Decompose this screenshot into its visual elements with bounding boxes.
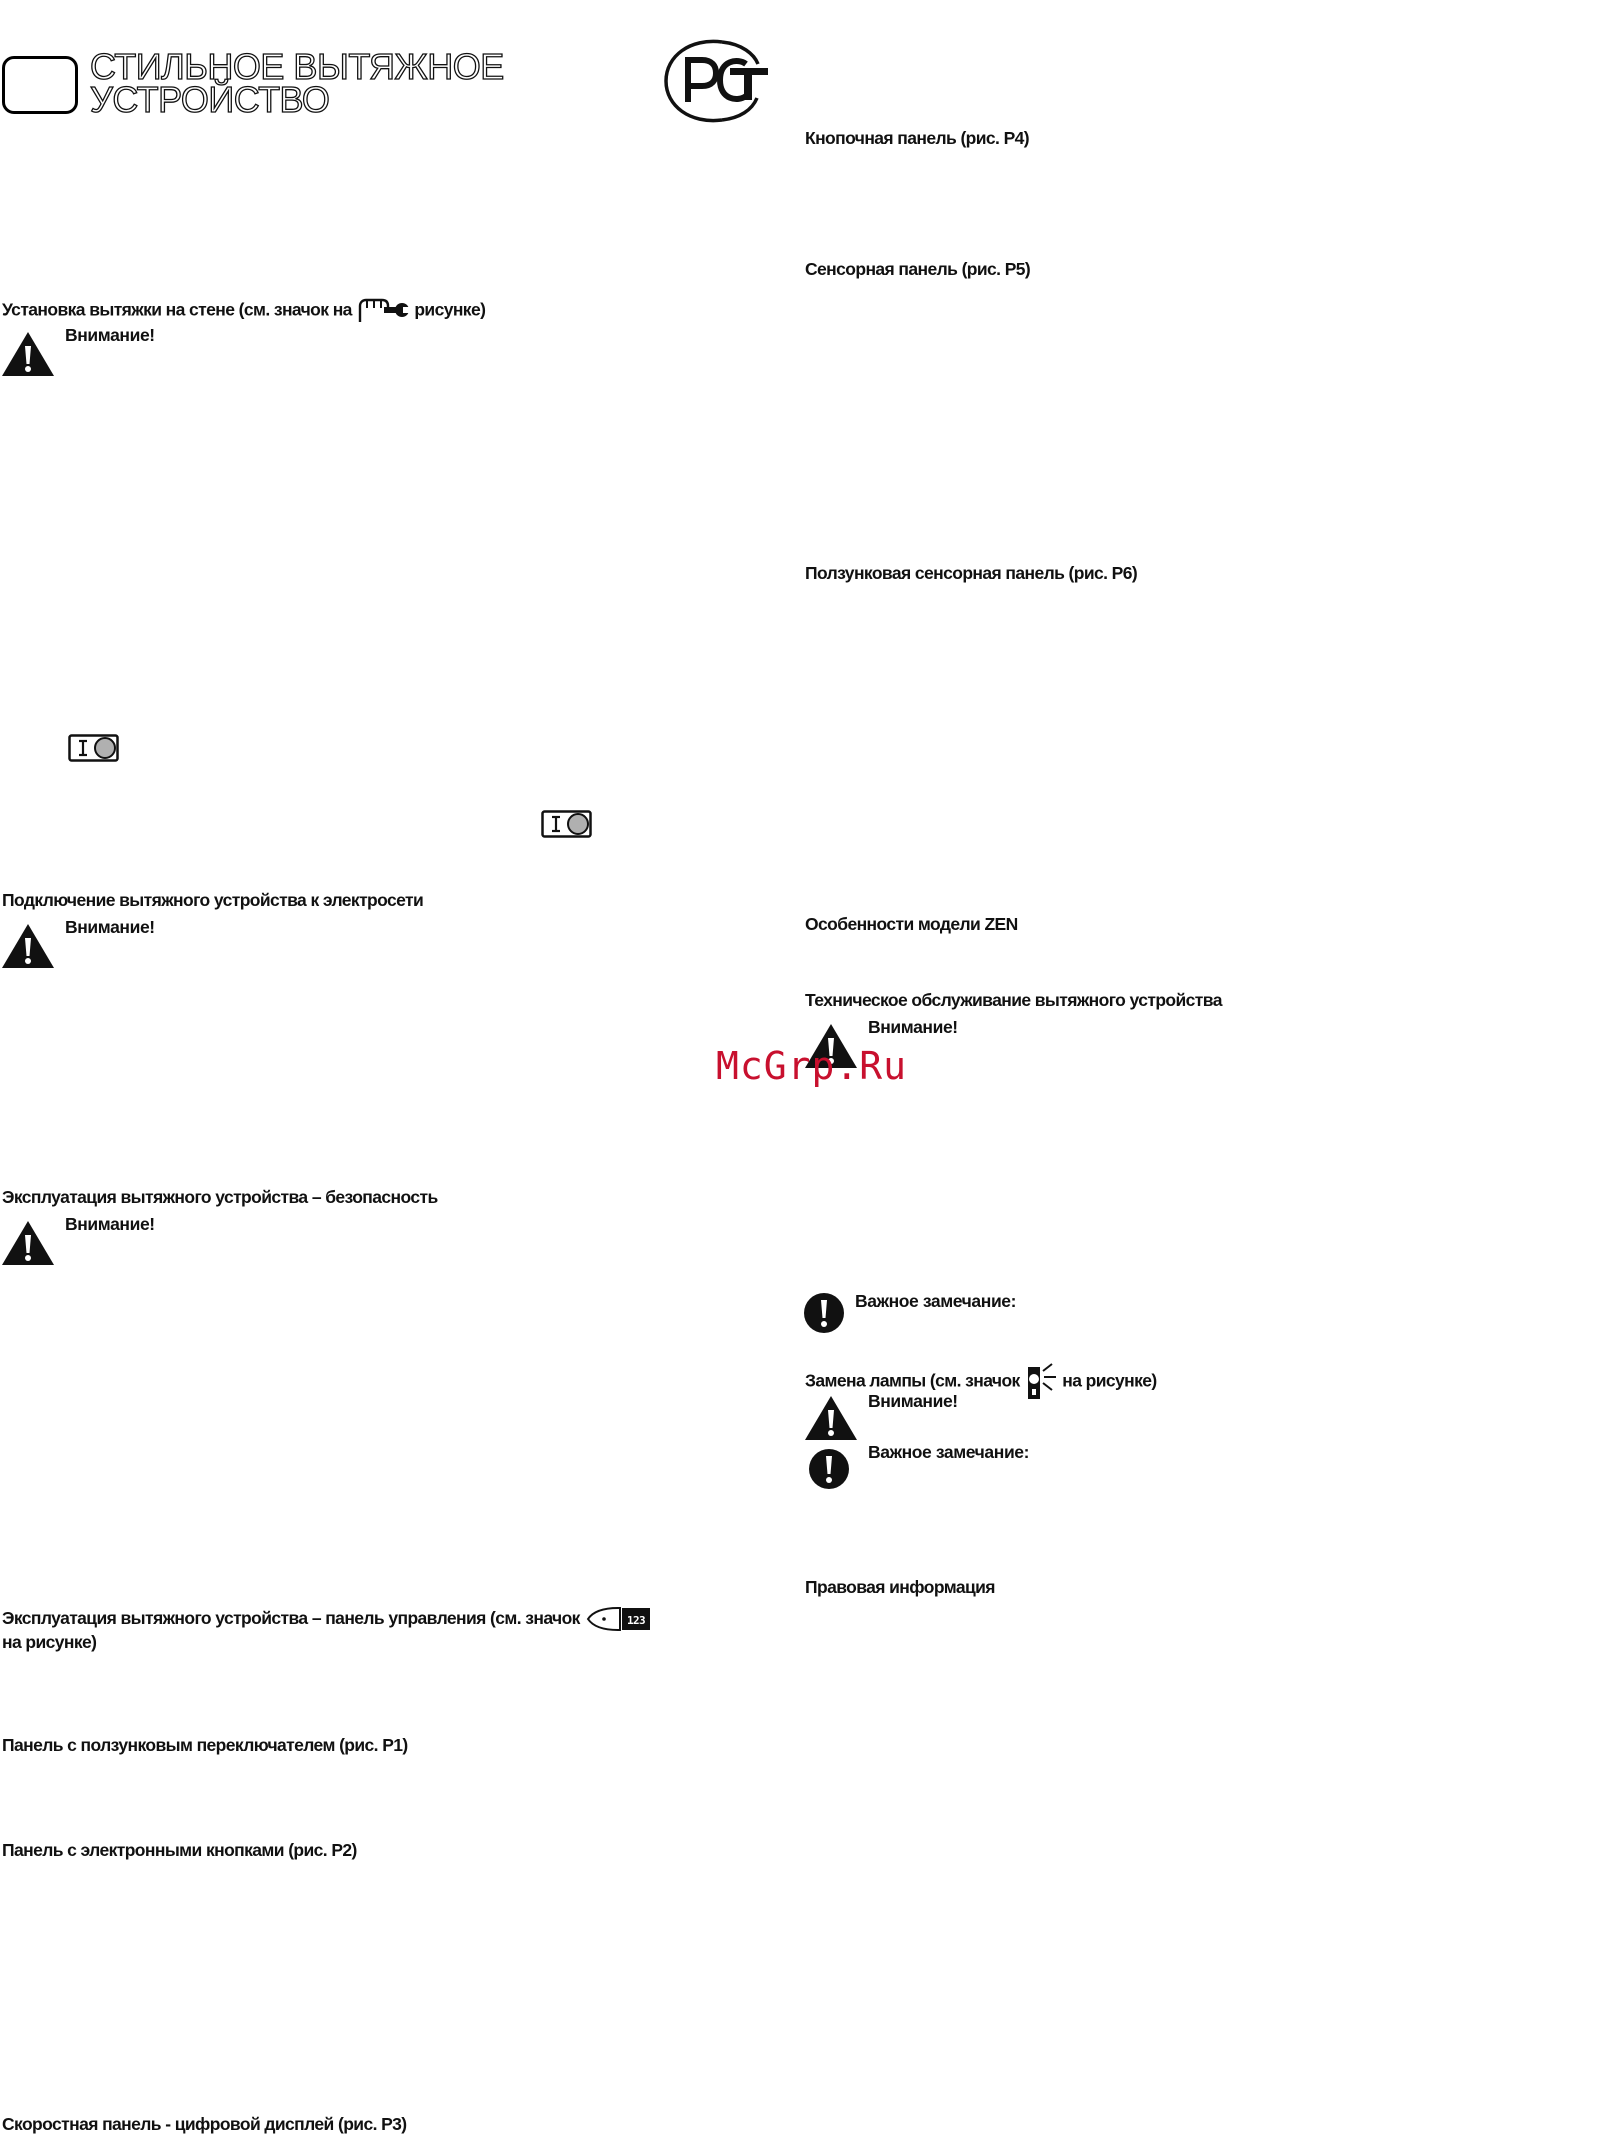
- speed-panel-heading: Скоростная панель - цифровой дисплей (рис. P3): [2, 2114, 407, 2134]
- warning-triangle-icon: [0, 1219, 56, 1267]
- maintenance-heading: Техническое обслуживание вытяжного устройства: [805, 990, 1222, 1010]
- safety-heading: Эксплуатация вытяжного устройства – безопасность: [2, 1187, 438, 1207]
- switch-icon: [68, 734, 120, 762]
- control-heading-text-a: Эксплуатация вытяжного устройства – панель управления (см. значок: [2, 1608, 580, 1628]
- connect-heading: Подключение вытяжного устройства к электросети: [2, 890, 424, 910]
- control-heading-line-2: на рисунке): [2, 1632, 97, 1652]
- title-line-2: УСТРОЙСТВО: [90, 79, 330, 120]
- exclamation-circle-icon: [808, 1448, 850, 1490]
- switch-icon: [541, 810, 593, 838]
- touch-panel-heading: Сенсорная панель (рис. P5): [805, 259, 1031, 279]
- wrench-hand-icon: [356, 296, 410, 326]
- lamp-heading-text-b: на рисунке): [1062, 1370, 1157, 1391]
- maintenance-warning-label: Внимание!: [868, 1017, 958, 1037]
- note-1-label: Важное замечание:: [855, 1291, 1017, 1311]
- rst-certification-logo: [662, 36, 772, 126]
- zen-heading: Особенности модели ZEN: [805, 914, 1018, 934]
- display-icon-text: 123: [627, 1614, 646, 1628]
- warning-triangle-icon: [0, 922, 56, 970]
- exclamation-circle-icon: [803, 1292, 845, 1334]
- note-2-label: Важное замечание:: [868, 1442, 1030, 1462]
- legal-heading: Правовая информация: [805, 1577, 995, 1597]
- lamp-heading-text-a: Замена лампы (см. значок: [805, 1370, 1020, 1391]
- connect-warning-label: Внимание!: [65, 917, 155, 937]
- lamp-icon: [1024, 1363, 1058, 1401]
- document-title: [90, 46, 504, 120]
- button-panel-heading: Кнопочная панель (рис. P4): [805, 128, 1030, 148]
- watermark: McGrp.Ru: [716, 1044, 908, 1088]
- safety-warning-label: Внимание!: [65, 1214, 155, 1234]
- install-heading-text-a: Установка вытяжки на стене (см. значок на: [2, 299, 352, 320]
- slider-touch-panel-heading: Ползунковая сенсорная панель (рис. P6): [805, 563, 1138, 583]
- warning-triangle-icon: [0, 330, 56, 378]
- control-panel-icon: [584, 1606, 650, 1632]
- lamp-warning-label: Внимание!: [868, 1391, 958, 1411]
- title-frame: [2, 56, 78, 114]
- title-line-1: СТИЛЬНОЕ ВЫТЯЖНОЕ: [90, 46, 504, 87]
- install-heading-text-b: рисунке): [414, 299, 486, 320]
- install-warning-label: Внимание!: [65, 325, 155, 345]
- warning-triangle-icon: [803, 1394, 859, 1442]
- slider-panel-heading: Панель с ползунковым переключателем (рис. P1): [2, 1735, 408, 1755]
- electronic-panel-heading: Панель с электронными кнопками (рис. P2): [2, 1840, 357, 1860]
- install-heading: [2, 296, 485, 326]
- control-heading: [2, 1606, 650, 1632]
